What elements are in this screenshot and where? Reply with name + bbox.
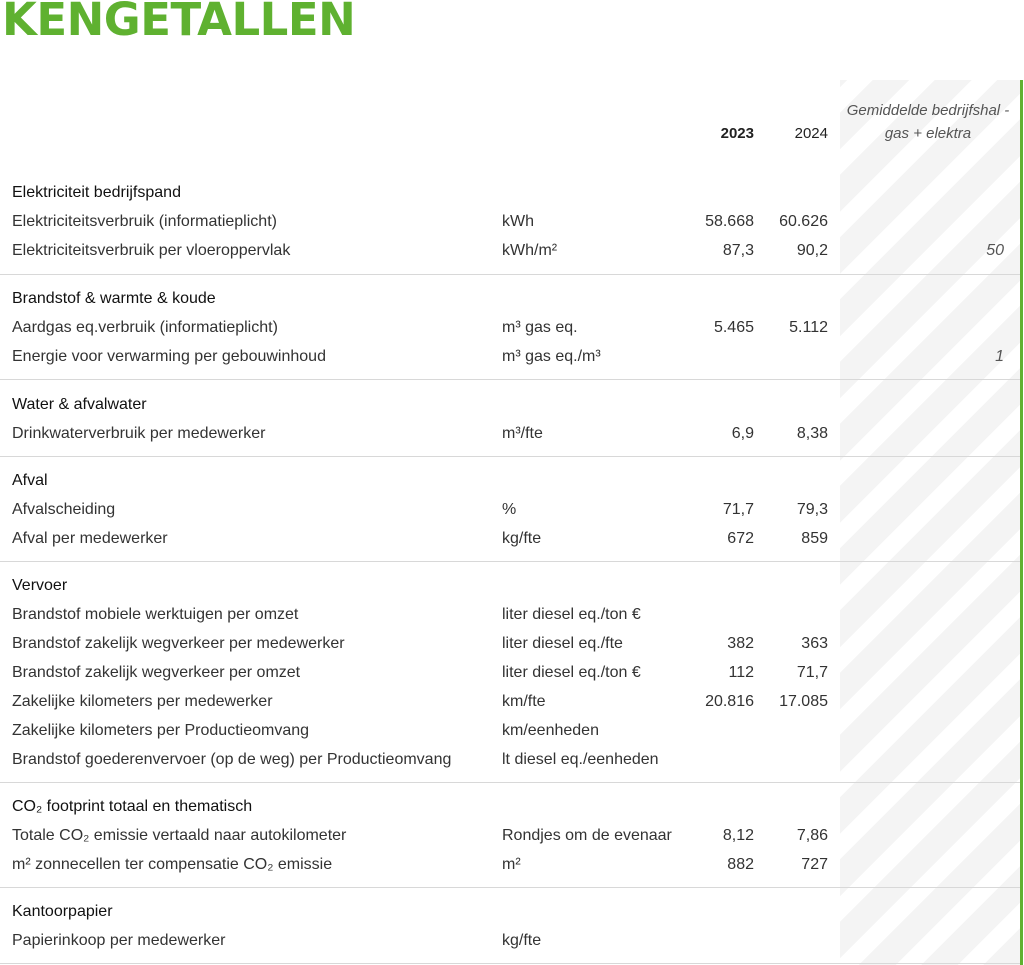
table-row (0, 239, 1020, 263)
row-unit: km/fte (502, 693, 546, 710)
row-unit: kg/fte (502, 932, 542, 949)
table-row (0, 422, 1020, 446)
row-label: Zakelijke kilometers per medewerker (12, 693, 273, 710)
value-2024: 859 (801, 530, 828, 547)
section-divider (0, 887, 1020, 888)
row-unit: % (502, 501, 517, 518)
row-label: Brandstof mobiele werktuigen per omzet (12, 606, 299, 623)
value-2024: 363 (801, 635, 828, 652)
value-2023: 882 (727, 856, 754, 873)
row-label: Brandstof zakelijk wegverkeer per medewerker (12, 635, 345, 652)
row-unit: kWh (502, 213, 534, 230)
table-row (0, 824, 1020, 848)
section-title: Water & afvalwater (12, 396, 147, 413)
value-2023: 87,3 (722, 242, 754, 259)
table-row (0, 690, 1020, 714)
row-label: Brandstof goederenvervoer (op de weg) per Productieomvang (12, 751, 452, 768)
page-title: KENGETALLEN (2, 0, 356, 46)
row-label: Zakelijke kilometers per Productieomvang (12, 722, 310, 739)
row-label: Papierinkoop per medewerker (12, 932, 226, 949)
section-divider (0, 379, 1020, 380)
row-unit: kWh/m² (502, 242, 558, 259)
row-unit: Rondjes om de evenaar (502, 827, 672, 844)
value-2023: 8,12 (722, 827, 754, 844)
value-2023: 382 (727, 635, 754, 652)
value-2024: 7,86 (796, 827, 828, 844)
value-benchmark: 1 (995, 348, 1004, 365)
column-header-2024: 2024 (794, 125, 828, 142)
row-unit: lt diesel eq./eenheden (502, 751, 659, 768)
section-title: Vervoer (12, 577, 68, 594)
value-2023: 20.816 (705, 693, 754, 710)
value-2023: 6,9 (731, 425, 754, 442)
value-benchmark: 50 (986, 242, 1004, 259)
value-2024: 60.626 (779, 213, 828, 230)
value-2024: 8,38 (796, 425, 828, 442)
section-divider (0, 963, 1020, 964)
section-title: CO₂ footprint totaal en thematisch (12, 798, 253, 815)
table-row (0, 345, 1020, 369)
row-label: Elektriciteitsverbruik (informatieplicht) (12, 213, 277, 230)
table-row (0, 527, 1020, 551)
table-row (0, 661, 1020, 685)
table-row (0, 853, 1020, 877)
row-unit: m³ gas eq./m³ (502, 348, 601, 365)
table-row (0, 316, 1020, 340)
row-unit: kg/fte (502, 530, 542, 547)
section-title: Afval (12, 472, 48, 489)
row-label: Drinkwaterverbruik per medewerker (12, 425, 266, 442)
row-label: Afvalscheiding (12, 501, 116, 518)
row-label: Totale CO₂ emissie vertaald naar autokilometer (12, 827, 347, 844)
table-row (0, 929, 1020, 953)
row-unit: m² (502, 856, 521, 873)
section-title: Kantoorpapier (12, 903, 113, 920)
row-unit: m³/fte (502, 425, 543, 442)
value-2024: 5.112 (789, 319, 828, 336)
value-2024: 90,2 (796, 242, 828, 259)
value-2024: 17.085 (779, 693, 828, 710)
value-2023: 5.465 (713, 319, 754, 336)
value-2024: 79,3 (796, 501, 828, 518)
row-label: Brandstof zakelijk wegverkeer per omzet (12, 664, 301, 681)
row-label: Aardgas eq.verbruik (informatieplicht) (12, 319, 278, 336)
benchmark-column-border (1020, 80, 1023, 965)
row-unit: liter diesel eq./fte (502, 635, 623, 652)
table-row (0, 603, 1020, 627)
section-divider (0, 561, 1020, 562)
row-unit: m³ gas eq. (502, 319, 578, 336)
value-2024: 727 (801, 856, 828, 873)
table-row (0, 719, 1020, 743)
section-title: Elektriciteit bedrijfspand (12, 184, 181, 201)
column-header-benchmark: Gemiddelde bedrijfshal - gas + elektra (846, 102, 1010, 142)
section-divider (0, 456, 1020, 457)
table-row (0, 632, 1020, 656)
column-header-2023: 2023 (720, 125, 754, 142)
section-divider (0, 274, 1020, 275)
row-unit: liter diesel eq./ton € (502, 664, 641, 681)
row-label: Afval per medewerker (12, 530, 168, 547)
value-2023: 71,7 (722, 501, 754, 518)
row-label: Energie voor verwarming per gebouwinhoud (12, 348, 326, 365)
row-unit: km/eenheden (502, 722, 599, 739)
row-unit: liter diesel eq./ton € (502, 606, 641, 623)
table-row (0, 210, 1020, 234)
section-title: Brandstof & warmte & koude (12, 290, 216, 307)
row-label: Elektriciteitsverbruik per vloeroppervlak (12, 242, 291, 259)
section-divider (0, 782, 1020, 783)
value-2023: 112 (728, 664, 754, 681)
table-row (0, 498, 1020, 522)
value-2023: 672 (727, 530, 754, 547)
value-2023: 58.668 (705, 213, 754, 230)
row-label: m² zonnecellen ter compensatie CO₂ emissie (12, 856, 333, 873)
table-row (0, 748, 1020, 772)
value-2024: 71,7 (796, 664, 828, 681)
